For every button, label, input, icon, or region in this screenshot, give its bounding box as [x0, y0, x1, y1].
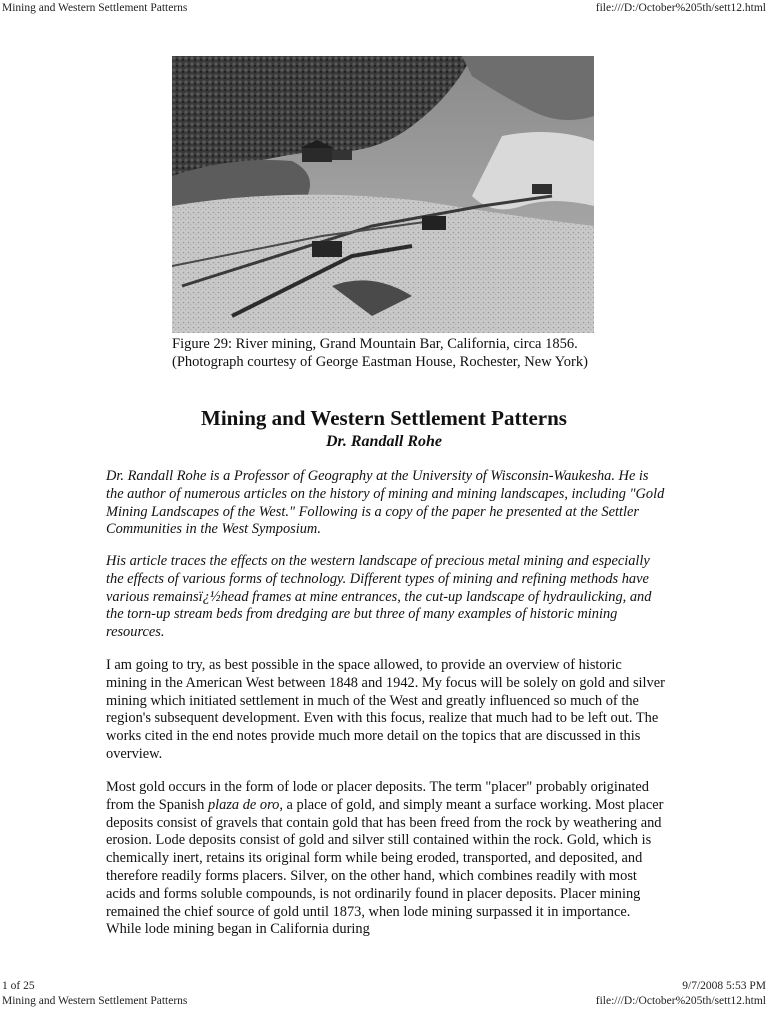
- body-paragraph-2-text-b: , a place of gold, and simply meant a surface working. Most placer deposits consist of gravels that contain gold that has been freed from the rock by weathering and erosion. Lode deposits consist of gold and silver still contained within the rock. Gold, which is chemically inert, retains its original form while being eroded, transported, and deposited, and therefore readily forms placers. Silver, on the other hand, which combines readily with most acids and forms soluble compounds, is not ordinarily found in placer deposits. Placer mining remained the chief source of gold until 1873, when lode mining surpassed it in importance. While lode mining began in California during: [106, 796, 664, 938]
- print-header-url: file:///D:/October%205th/sett12.html: [595, 2, 766, 14]
- footer-page-count: 1 of 25: [2, 980, 35, 992]
- body-paragraph-2: [106, 779, 666, 939]
- footer-datetime: 9/7/2008 5:53 PM: [682, 980, 766, 992]
- footer-url: file:///D:/October%205th/sett12.html: [595, 995, 766, 1007]
- intro-paragraph-2: His article traces the effects on the western landscape of precious metal mining and especially the effects of various forms of technology. Different types of mining and refining methods have various remainsï¿½head frames at mine entrances, the cut-up landscape of hydraulicking, and the torn-up stream beds from dredging are but three of many examples of historic mining resources.: [106, 553, 652, 641]
- intro-paragraph-1: Dr. Randall Rohe is a Professor of Geography at the University of Wisconsin-Waukesha. He is the author of numerous articles on the history of mining and mining landscapes, including "Gold Mining Landscapes of the West." Following is a copy of the paper he presented at the Settler Communities in the West Symposium.: [106, 468, 665, 538]
- article-title: Mining and Western Settlement Patterns: [201, 406, 567, 430]
- footer-title: Mining and Western Settlement Patterns: [2, 995, 188, 1007]
- body-paragraph-1: I am going to try, as best possible in the space allowed, to provide an overview of historic mining in the American West between 1848 and 1942. My focus will be solely on gold and silver mining which initiated settlement in much of the West and greatly influenced so much of the region's subsequent development. Even with this focus, realize that much had to be left out. The works cited in the end notes provide much more detail on the topics that are discussed in this overview.: [106, 657, 665, 762]
- body-paragraph-2-text-a: Most gold occurs in the form of lode or placer deposits. The term "placer" probably originated from the Spanish: [106, 779, 649, 813]
- body-paragraph-2-italic: plaza de oro: [207, 796, 280, 813]
- river-mining-photograph: [172, 56, 594, 333]
- figure-caption: Figure 29: River mining, Grand Mountain Bar, California, circa 1856. (Photograph courtesy of George Eastman House, Rochester, New York): [172, 336, 588, 370]
- article-author: Dr. Randall Rohe: [325, 433, 443, 450]
- print-header-title: Mining and Western Settlement Patterns: [2, 2, 188, 14]
